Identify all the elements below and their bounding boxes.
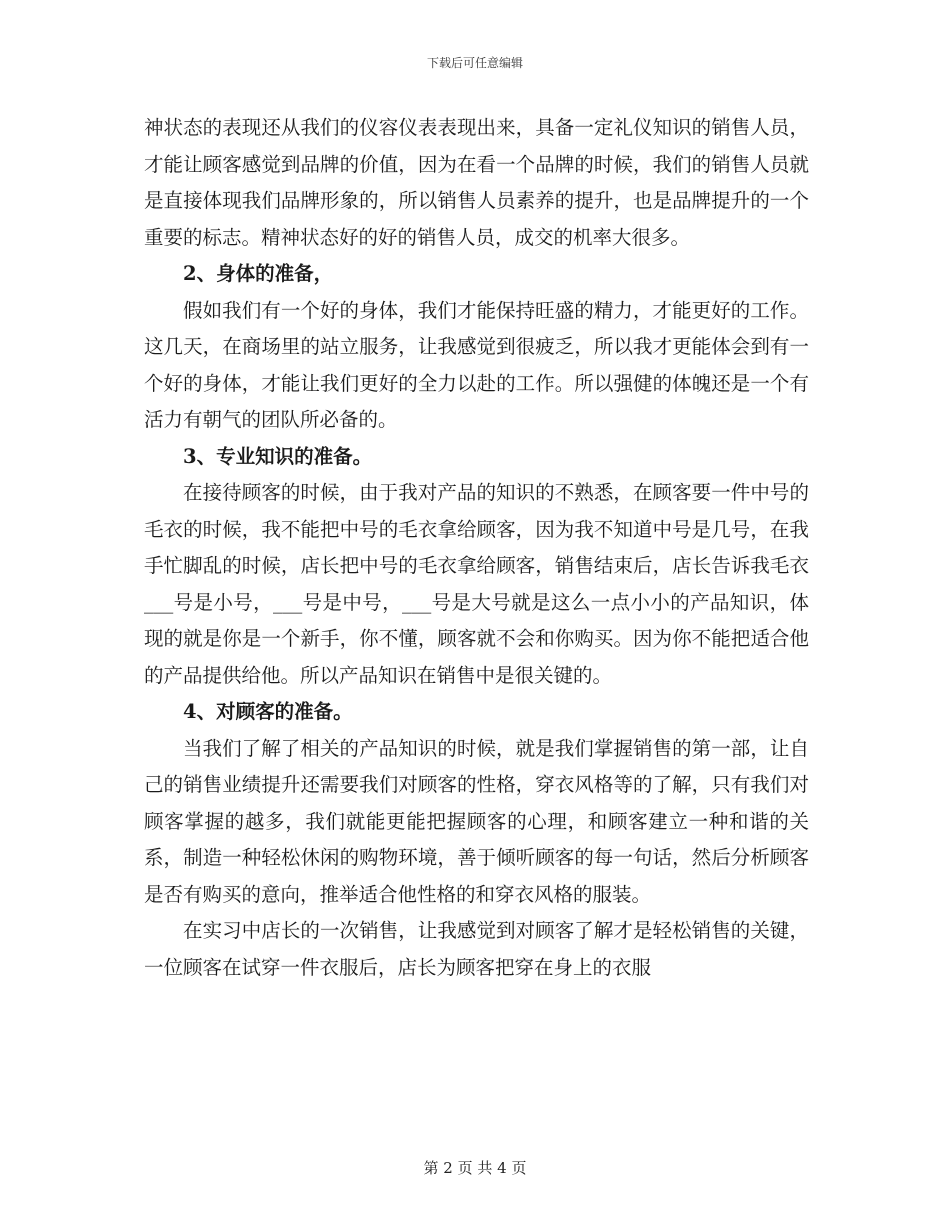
page-header: 下载后可任意编辑 [426,56,523,70]
document-body [144,110,809,986]
section-heading-knowledge: 3、专业知识的准备。 [183,444,373,468]
paragraph-body: 假如我们有一个好的身体，我们才能保持旺盛的精力，才能更好的工作。这几天，在商场里的站立服务，让我感觉到很疲乏，所以我才更能体会到有一个好的身体，才能让我们更好的全力以赴的工作。所以强健的体魄还是一个有活力有朝气的团队所必备的。 [144,298,809,431]
section-heading-body: 2、身体的准备， [183,262,334,285]
section-heading-customer: 4、对顾客的准备。 [183,700,353,723]
paragraph-internship: 在实习中店长的一次销售，让我感觉到对顾客了解才是轻松销售的关键，一位顾客在试穿一件衣服后，店长为顾客把穿在身上的衣服 [144,919,809,979]
paragraph-knowledge: 在接待顾客的时候，由于我对产品的知识的不熟悉，在顾客要一件中号的毛衣的时候，我不能把中号的毛衣拿给顾客，因为我不知道中号是几号，在我手忙脚乱的时候，店长把中号的毛衣拿给顾客，销售结束后，店长告诉我毛衣___号是小号，___号是中号，___号是大号就是这么一点小小的产品知识，体现的就是你是一个新手，你不懂，顾客就不会和你购买。因为你不能把适合他的产品提供给他。所以产品知识在销售中是很关键的。 [144,481,809,687]
page-footer: 第 2 页 共 4 页 [423,1159,527,1177]
paragraph-continued: 神状态的表现还从我们的仪容仪表表现出来，具备一定礼仪知识的销售人员，才能让顾客感觉到品牌的价值，因为在看一个品牌的时候，我们的销售人员就是直接体现我们品牌形象的，所以销售人员素养的提升，也是品牌提升的一个重要的标志。精神状态好的好的销售人员，成交的机率大很多。 [144,116,809,249]
paragraph-customer: 当我们了解了相关的产品知识的时候，就是我们掌握销售的第一部，让自己的销售业绩提升还需要我们对顾客的性格，穿衣风格等的了解，只有我们对顾客掌握的越多，我们就能更能把握顾客的心理，和顾客建立一种和谐的关系，制造一种轻松休闲的购物环境，善于倾听顾客的每一句话，然后分析顾客是否有购买的意向，推举适合他性格的和穿衣风格的服装。 [144,736,809,906]
